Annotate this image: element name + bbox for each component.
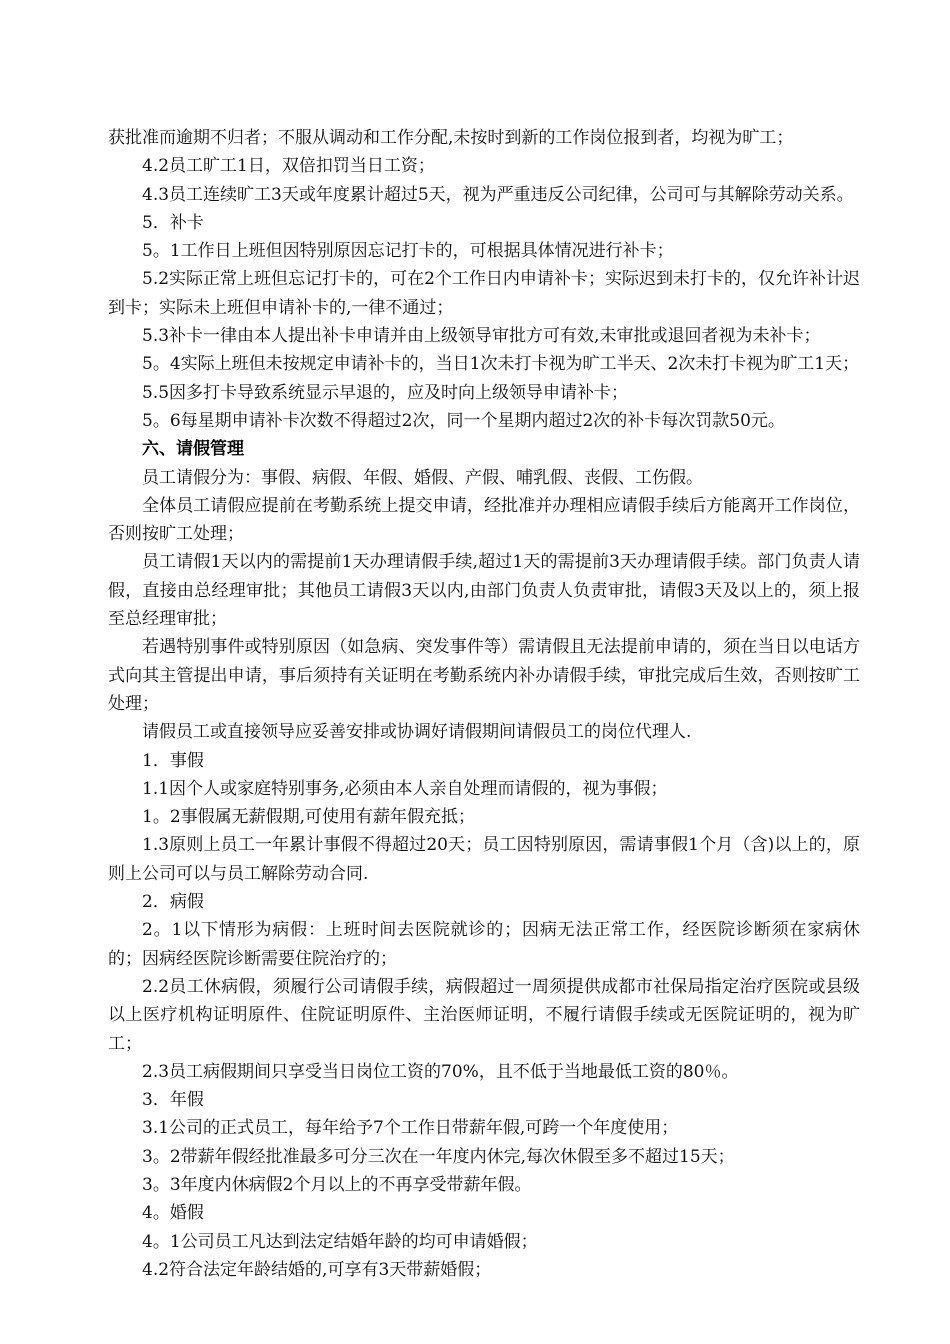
paragraph: 4.3员工连续旷工3天或年度累计超过5天，视为严重违反公司纪律，公司可与其解除劳动关系。 — [142, 184, 854, 205]
paragraph: 1.3原则上员工一年累计事假不得超过20天；员工因特别原因，需请事假1个月（含)以上的，原则上公司可以与员工解除劳动合同. — [108, 835, 860, 884]
paragraph: 5。4实际上班但未按规定申请补卡的，当日1次未打卡视为旷工半天、2次未打卡视为旷工1天； — [142, 354, 860, 375]
paragraph: 3.1公司的正式员工，每年给予7个工作日带薪年假,可跨一个年度使用； — [142, 1118, 679, 1139]
paragraph: 3。2带薪年假经批准最多可分三次在一年度内休完,每次休假至多不超过15天； — [142, 1146, 735, 1167]
paragraph: 4.2员工旷工1日，双倍扣罚当日工资； — [142, 156, 435, 177]
paragraph: 3．年假 — [142, 1090, 204, 1111]
paragraph: 获批准而逾期不归者；不服从调动和工作分配,未按时到新的工作岗位报到者，均视为旷工； — [108, 128, 794, 148]
paragraph: 请假员工或直接领导应妥善安排或协调好请假期间请假员工的岗位代理人. — [142, 722, 692, 743]
paragraph: 2。1以下情形为病假：上班时间去医院就诊的；因病无法正常工作，经医院诊断须在家病休的；因病经医院诊断需要住院治疗的； — [108, 920, 860, 969]
paragraph: 2．病假 — [142, 892, 204, 913]
paragraph: 若遇特别事件或特别原因（如急病、突发事件等）需请假且无法提前申请的，须在当日以电话方式向其主管提出申请，事后须持有关证明在考勤系统内补办请假手续，审批完成后生效，否则按旷工处理； — [108, 637, 860, 714]
paragraph: 员工请假分为：事假、病假、年假、婚假、产假、哺乳假、丧假、工伤假。 — [142, 467, 703, 488]
paragraph: 3。3年度内休病假2个月以上的不再享受带薪年假。 — [142, 1174, 532, 1195]
paragraph: 5。1工作日上班但因特别原因忘记打卡的，可根据具体情况进行补卡； — [142, 241, 674, 262]
paragraph: 5。6每星期申请补卡次数不得超过2次，同一个星期内超过2次的补卡每次罚款50元。 — [142, 410, 785, 431]
document-body — [108, 124, 860, 1284]
section-heading: 六、请假管理 — [142, 439, 244, 460]
paragraph: 1．事假 — [142, 750, 204, 771]
paragraph: 4。婚假 — [142, 1203, 204, 1224]
paragraph: 1。2事假属无薪假期,可使用有薪年假充抵； — [142, 807, 476, 828]
paragraph: 2.2员工休病假，须履行公司请假手续，病假超过一周须提供成都市社保局指定治疗医院或县级以上医疗机构证明原件、住院证明原件、主治医师证明，不履行请假手续或无医院证明的，视为旷工； — [108, 976, 860, 1054]
paragraph: 5.3补卡一律由本人提出补卡申请并由上级领导审批方可有效,未审批或退回者视为未补卡； — [142, 326, 821, 347]
paragraph: 2.3员工病假期间只享受当日岗位工资的70%，且不低于当地最低工资的80％。 — [142, 1061, 739, 1082]
paragraph: 5．补卡 — [142, 212, 204, 233]
paragraph: 5.2实际正常上班但忘记打卡的，可在2个工作日内申请补卡；实际迟到未打卡的，仅允许补计迟到卡；实际未上班但申请补卡的,一律不通过； — [108, 269, 860, 318]
paragraph: 员工请假1天以内的需提前1天办理请假手续,超过1天的需提前3天办理请假手续。部门负责人请假，直接由总经理审批；其他员工请假3天以内,由部门负责人负责审批，请假3天及以上的，须上报至总经理审批； — [108, 552, 860, 630]
paragraph: 4.2符合法定年龄结婚的,可享有3天带薪婚假； — [142, 1259, 492, 1280]
paragraph: 1.1因个人或家庭特别事务,必须由本人亲自处理而请假的，视为事假； — [142, 778, 668, 799]
paragraph: 5.5因多打卡导致系统显示早退的，应及时向上级领导申请补卡； — [142, 382, 629, 403]
paragraph: 全体员工请假应提前在考勤系统上提交申请，经批准并办理相应请假手续后方能离开工作岗位，否则按旷工处理； — [108, 495, 860, 545]
paragraph: 4。1公司员工凡达到法定结婚年龄的均可申请婚假； — [142, 1231, 538, 1252]
